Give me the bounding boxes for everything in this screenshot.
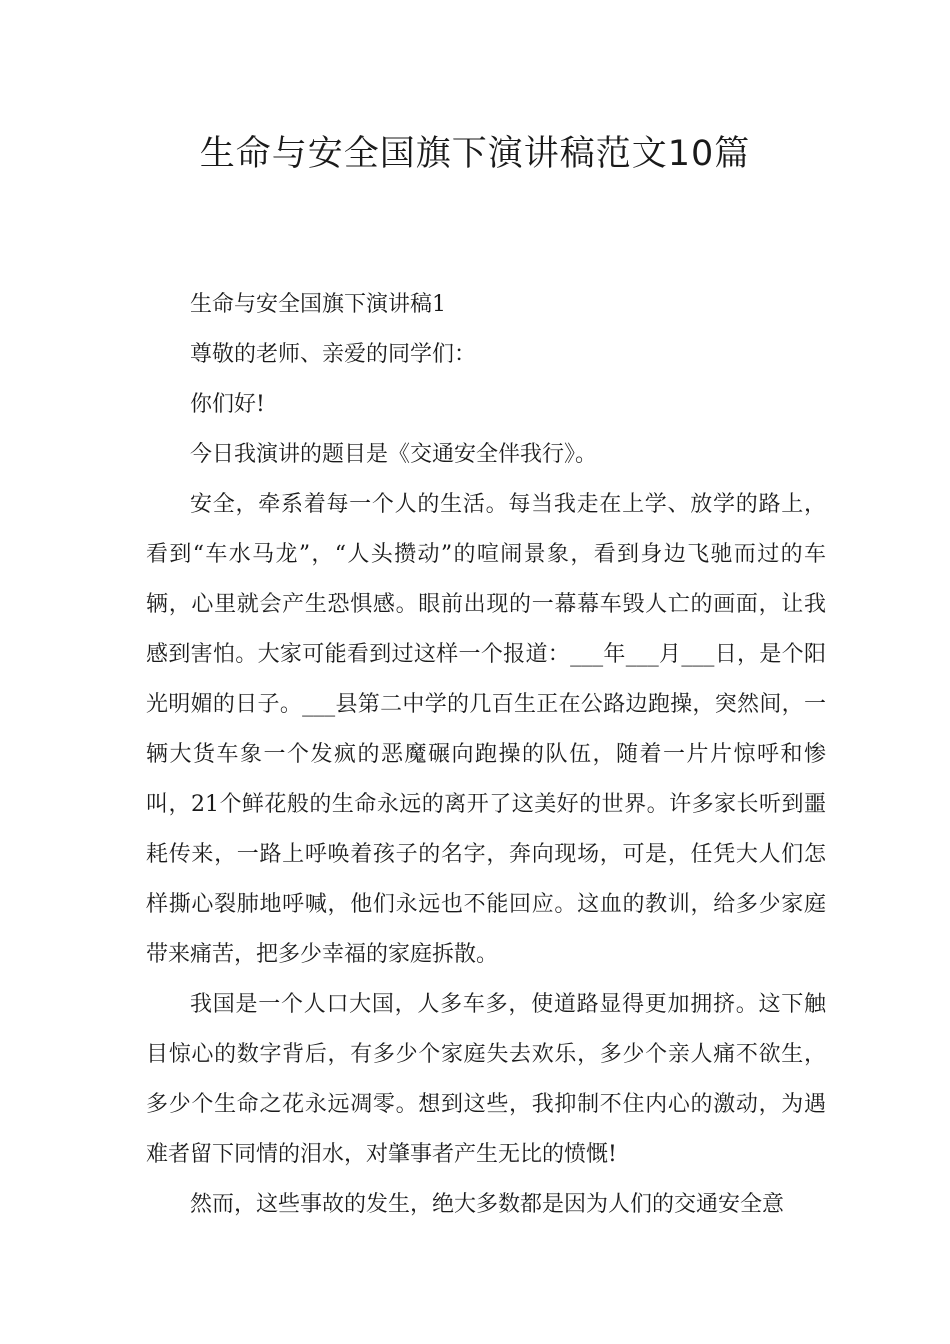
paragraph: 我国是一个人口大国，人多车多，使道路显得更加拥挤。这下触目惊心的数字背后，有多少个家庭失去欢乐，多少个亲人痛不欲生，多少个生命之花永远凋零。想到这些，我抑制不住内心的激动，为遇难者留下同情的泪水，对肇事者产生无比的愤慨! — [146, 992, 826, 1167]
salutation: 尊敬的老师、亲爱的同学们： — [190, 342, 477, 367]
document-body — [146, 280, 826, 1230]
greeting: 你们好! — [190, 392, 265, 417]
topic-intro: 今日我演讲的题目是《交通安全伴我行》。 — [190, 442, 598, 467]
paragraph: 安全，牵系着每一个人的生活。每当我走在上学、放学的路上，看到“车水马龙”，“人头攒动”的喧闹景象，看到身边飞驰而过的车辆，心里就会产生恐惧感。眼前出现的一幕幕车毁人亡的画面，让我感到害怕。大家可能看到过这样一个报道：___年___月___日，是个阳光明媚的日子。___县第二中学的几百生正在公路边跑操，突然间，一辆大货车象一个发疯的恶魔碾向跑操的队伍，随着一片片惊呼和惨叫，21个鲜花般的生命永远的离开了这美好的世界。许多家长听到噩耗传来，一路上呼唤着孩子的名字，奔向现场，可是，任凭大人们怎样撕心裂肺地呼喊，他们永远也不能回应。这血的教训，给多少家庭带来痛苦，把多少幸福的家庭拆散。 — [146, 492, 826, 967]
document-title: 生命与安全国旗下演讲稿范文10篇 — [199, 134, 751, 174]
section-heading: 生命与安全国旗下演讲稿1 — [190, 292, 446, 317]
paragraph: 然而，这些事故的发生，绝大多数都是因为人们的交通安全意 — [190, 1192, 785, 1217]
